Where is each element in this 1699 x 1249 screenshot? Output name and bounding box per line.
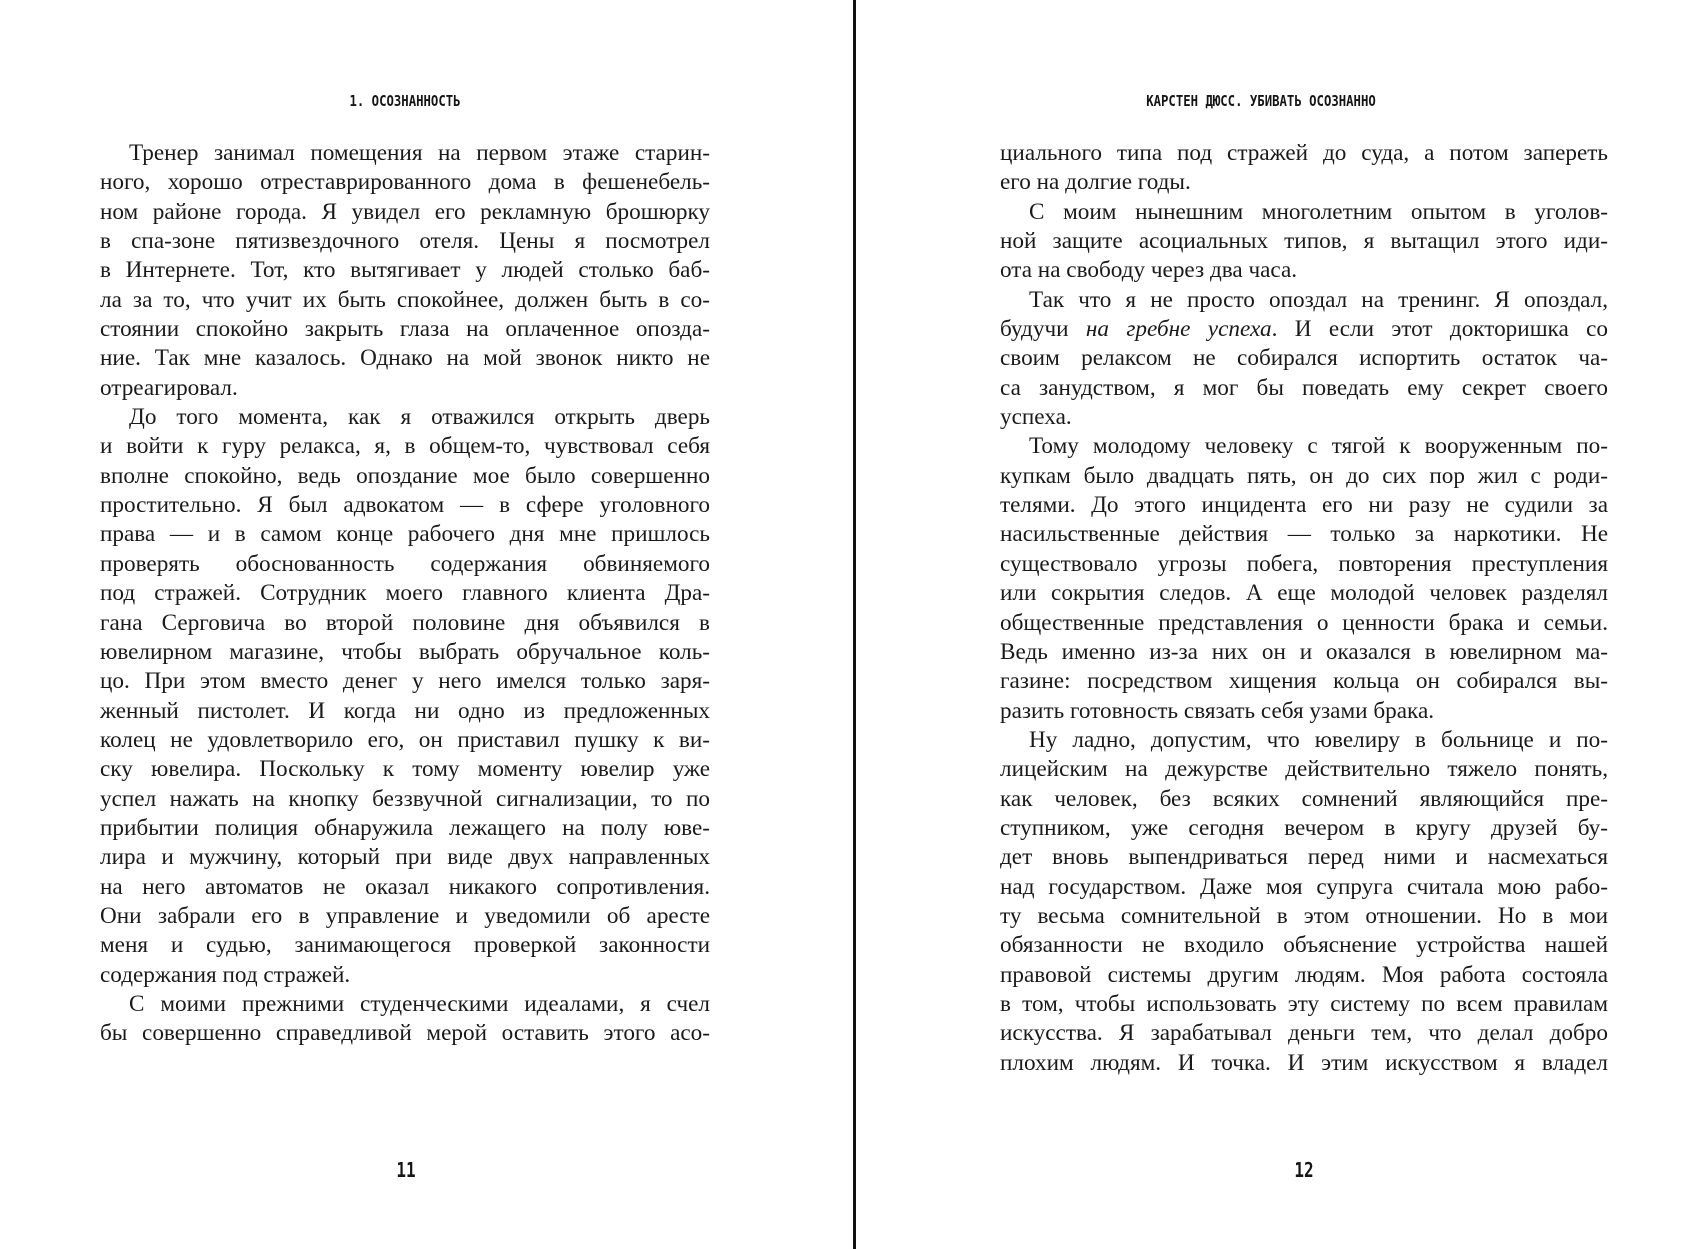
left-page-body-text [100, 139, 710, 1049]
text-line: простительно. Я был адвокатом — в сфере уголовного [100, 492, 710, 519]
text-line: Так что я не просто опоздал на тренинг. Я опоздал, [1029, 286, 1608, 313]
text-line: насильственные действия — только за наркотики. Не [1000, 521, 1608, 548]
running-head-book-title: КАРСТЕН ДЮСС. УБИВАТЬ ОСОЗНАННО [1146, 92, 1376, 110]
text-line: Ну ладно, допустим, что ювелиру в больнице и по- [1029, 726, 1608, 753]
text-line: ной защите асоциальных типов, я вытащил этого иди- [1000, 228, 1608, 255]
page-number: 12 [1294, 1158, 1314, 1182]
right-page [856, 0, 1699, 1249]
text-line: лира и мужчину, который при виде двух направленных [100, 844, 710, 871]
text-line: ота на свободу через два часа. [1000, 257, 1298, 284]
text-line: купкам было двадцать пять, он до сих пор жил с роди- [1000, 462, 1608, 489]
text-line: Тренер занимал помещения на первом этаже старин- [129, 140, 710, 166]
text-line: проверять обоснованность содержания обвиняемого [100, 550, 710, 577]
text-line: Ведь именно из-за них он и оказался в ювелирном ма- [1000, 638, 1608, 665]
text-line: успеха. [1000, 404, 1072, 431]
emphasis-text: на гребне успеха [1085, 316, 1272, 343]
text-line: До того момента, как я отважился открыть дверь [129, 404, 710, 431]
text-line: права — и в самом конце рабочего дня мне пришлось [100, 521, 710, 548]
text-line: существовало угрозы побега, повторения преступления [1000, 550, 1608, 577]
text-line: женный пистолет. И когда ни одно из предложенных [100, 697, 710, 724]
text-line: Тому молодому человеку с тягой к вооруженным по- [1029, 433, 1608, 460]
right-page-body-text [1000, 139, 1608, 1078]
text-line: под стражей. Сотрудник моего главного клиента Дра- [100, 580, 710, 607]
text-line: или сокрытия следов. А еще молодой человек разделял [1000, 580, 1608, 607]
text-line: в том, чтобы использовать эту систему по всем правилам [1000, 990, 1608, 1017]
text-line: са занудством, я мог бы поведать ему секрет своего [1000, 374, 1608, 401]
text-line: бы совершенно справедливой мерой оставить этого асо- [100, 1020, 710, 1047]
text-line: ла за то, что учит их быть спокойнее, должен быть в со- [100, 286, 710, 313]
text-line: обязанности не входило объяснение устройства нашей [1000, 932, 1608, 959]
text-line: цо. При этом вместо денег у него имелся только заря- [100, 668, 710, 695]
text-line: будучи на гребне успеха. И если этот докторишка со [1000, 316, 1609, 343]
text-line: меня и судью, занимающегося проверкой законности [100, 932, 710, 959]
text-line: дет вновь выпендриваться перед ними и насмехаться [1000, 844, 1608, 871]
text-line: разить готовность связать себя узами брака. [1000, 697, 1435, 724]
running-head-chapter: 1. ОСОЗНАННОСТЬ [349, 92, 461, 110]
text-line: циального типа под стражей до суда, а потом запереть [1000, 140, 1608, 166]
text-line: содержания под стражей. [100, 961, 351, 988]
text-line: лицейским на дежурстве действительно тяжело понять, [1000, 756, 1608, 783]
text-line: С моими прежними студенческими идеалами, я счел [129, 990, 710, 1017]
text-line: колец не удовлетворило его, он приставил пушку к ви- [100, 726, 710, 753]
text-line: ску ювелира. Поскольку к тому моменту ювелир уже [100, 756, 710, 783]
text-line: на него автоматов не оказал никакого сопротивления. [100, 873, 710, 900]
text-line: Они забрали его в управление и уведомили об аресте [100, 902, 710, 929]
text-line: успел нажать на кнопку беззвучной сигнализации, то по [100, 785, 710, 812]
text-line: своим релаксом не собирался испортить остаток ча- [1000, 345, 1608, 372]
text-line: искусства. Я зарабатывал деньги тем, что делал добро [1000, 1020, 1608, 1047]
text-line: общественные представления о ценности брака и семьи. [1000, 609, 1608, 636]
text-line: телями. До этого инцидента его ни разу не судили за [1000, 492, 1608, 519]
text-line: ювелирном магазине, чтобы выбрать обручальное коль- [100, 638, 710, 665]
text-line: в спа-зоне пятизвездочного отеля. Цены я посмотрел [100, 228, 710, 255]
text-line: С моим нынешним многолетним опытом в уголов- [1029, 198, 1608, 225]
page-number: 11 [396, 1158, 416, 1182]
text-line: над государством. Даже моя супруга считала мою рабо- [1000, 873, 1608, 900]
text-line: ступником, уже сегодня вечером в кругу друзей бу- [1000, 814, 1608, 841]
text-line: его на долгие годы. [1000, 169, 1191, 196]
text-line: плохим людям. И точка. И этим искусством я владел [1000, 1049, 1608, 1076]
text-line: как человек, без всяких сомнений являющийся пре- [1000, 785, 1608, 812]
text-line: отреагировал. [100, 374, 238, 401]
text-line: и войти к гуру релакса, я, в общем-то, чувствовал себя [100, 433, 710, 460]
text-line: вполне спокойно, ведь опоздание мое было совершенно [100, 462, 710, 489]
text-line: ном районе города. Я увидел его рекламную брошюрку [100, 198, 710, 225]
text-line: стоянии спокойно закрыть глаза на оплаченное опозда- [100, 316, 710, 343]
text-line: ного, хорошо отреставрированного дома в фешенебель- [100, 169, 710, 196]
text-line: ние. Так мне казалось. Однако на мой звонок никто не [100, 345, 710, 372]
text-line: в Интернете. Тот, кто вытягивает у людей столько баб- [100, 257, 710, 284]
text-line: прибытии полиция обнаружила лежащего на полу юве- [100, 814, 710, 841]
text-line: правовой системы другим людям. Моя работа состояла [1000, 961, 1608, 988]
text-line: ту весьма сомнительной в этом отношении. Но в мои [1000, 902, 1608, 929]
text-line: газине: посредством хищения кольца он собирался вы- [1000, 668, 1608, 695]
text-line: гана Серговича во второй половине дня объявился в [100, 609, 710, 636]
